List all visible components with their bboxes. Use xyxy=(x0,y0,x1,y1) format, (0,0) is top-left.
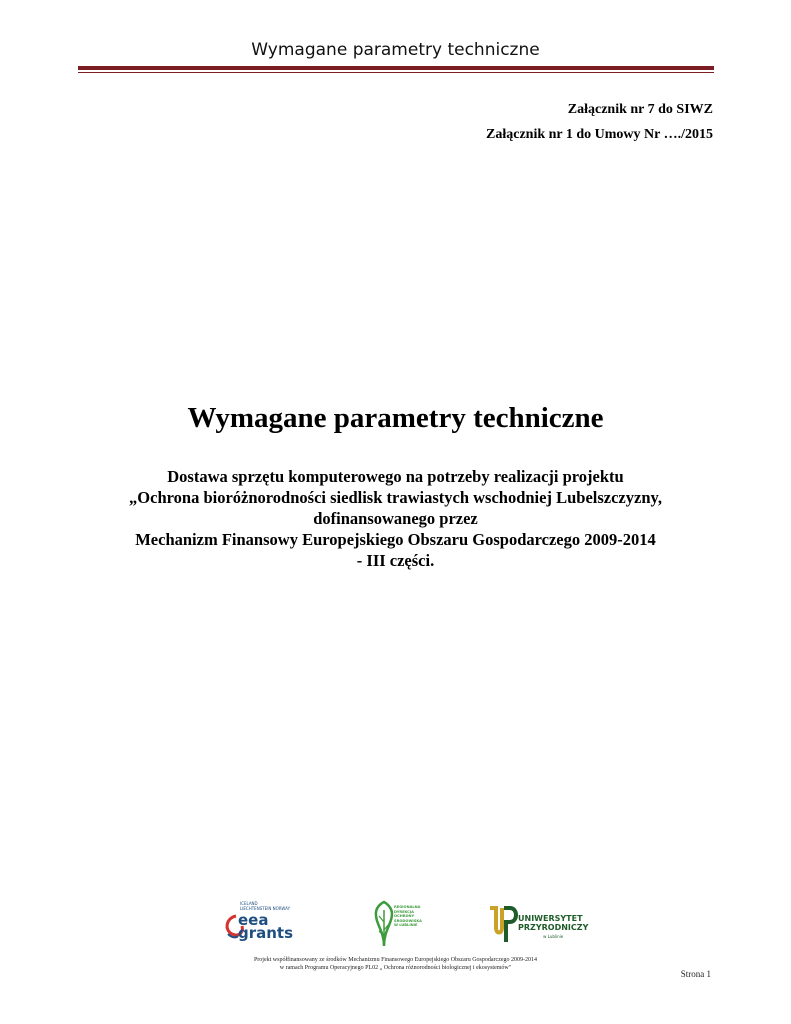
header-rule-thick xyxy=(78,66,714,70)
up-lublin-logo xyxy=(488,904,589,950)
page-number: Strona 1 xyxy=(680,969,711,979)
eea-grants-wordmark: eea grants xyxy=(238,911,294,942)
subtitle-line: „Ochrona bioróżnorodności siedlisk trawiastych wschodniej Lubelszczyzny, xyxy=(129,488,662,507)
funding-line: w ramach Programu Operacyjnego PL02 „ Ochrona różnorodności biologicznej i ekosystemów" xyxy=(279,965,512,971)
document-title: Wymagane parametry techniczne xyxy=(187,402,604,434)
leaf-icon xyxy=(372,900,396,948)
funding-note xyxy=(0,956,791,972)
page-header-title: Wymagane parametry techniczne xyxy=(251,40,540,60)
up-wordmark: UNIWERSYTET PRZYRODNICZY w Lublinie xyxy=(518,914,589,939)
funding-line: Projekt współfinansowany ze środków Mechanizmu Finansowego Europejskiego Obszaru Gospodarczego 2009-2014 xyxy=(253,957,538,963)
partner-logos xyxy=(0,900,791,956)
subtitle-line: dofinansowanego przez xyxy=(313,509,478,528)
up-emblem-icon xyxy=(488,904,518,946)
subtitle-line: Dostawa sprzętu komputerowego na potrzeby realizacji projektu xyxy=(167,467,624,486)
attachment-references xyxy=(486,97,713,147)
subtitle-line: Mechanizm Finansowy Europejskiego Obszaru Gospodarczego 2009-2014 xyxy=(135,530,656,549)
subtitle-line: - III części. xyxy=(356,551,435,570)
eea-grants-logo xyxy=(222,900,292,950)
header-rule-thin xyxy=(78,72,714,73)
eea-countries-text: ICELAND LIECHTENSTEIN NORWAY xyxy=(240,901,291,911)
attachment-reference-contract: Załącznik nr 1 do Umowy Nr …./2015 xyxy=(486,127,713,142)
rdos-name-text: REGIONALNA DYREKCJA OCHRONY ŚRODOWISKA W LUBLINIE xyxy=(394,905,422,928)
document-subtitle xyxy=(60,466,731,571)
attachment-reference-siwz: Załącznik nr 7 do SIWZ xyxy=(567,102,713,117)
rdos-lublin-logo xyxy=(372,900,422,950)
